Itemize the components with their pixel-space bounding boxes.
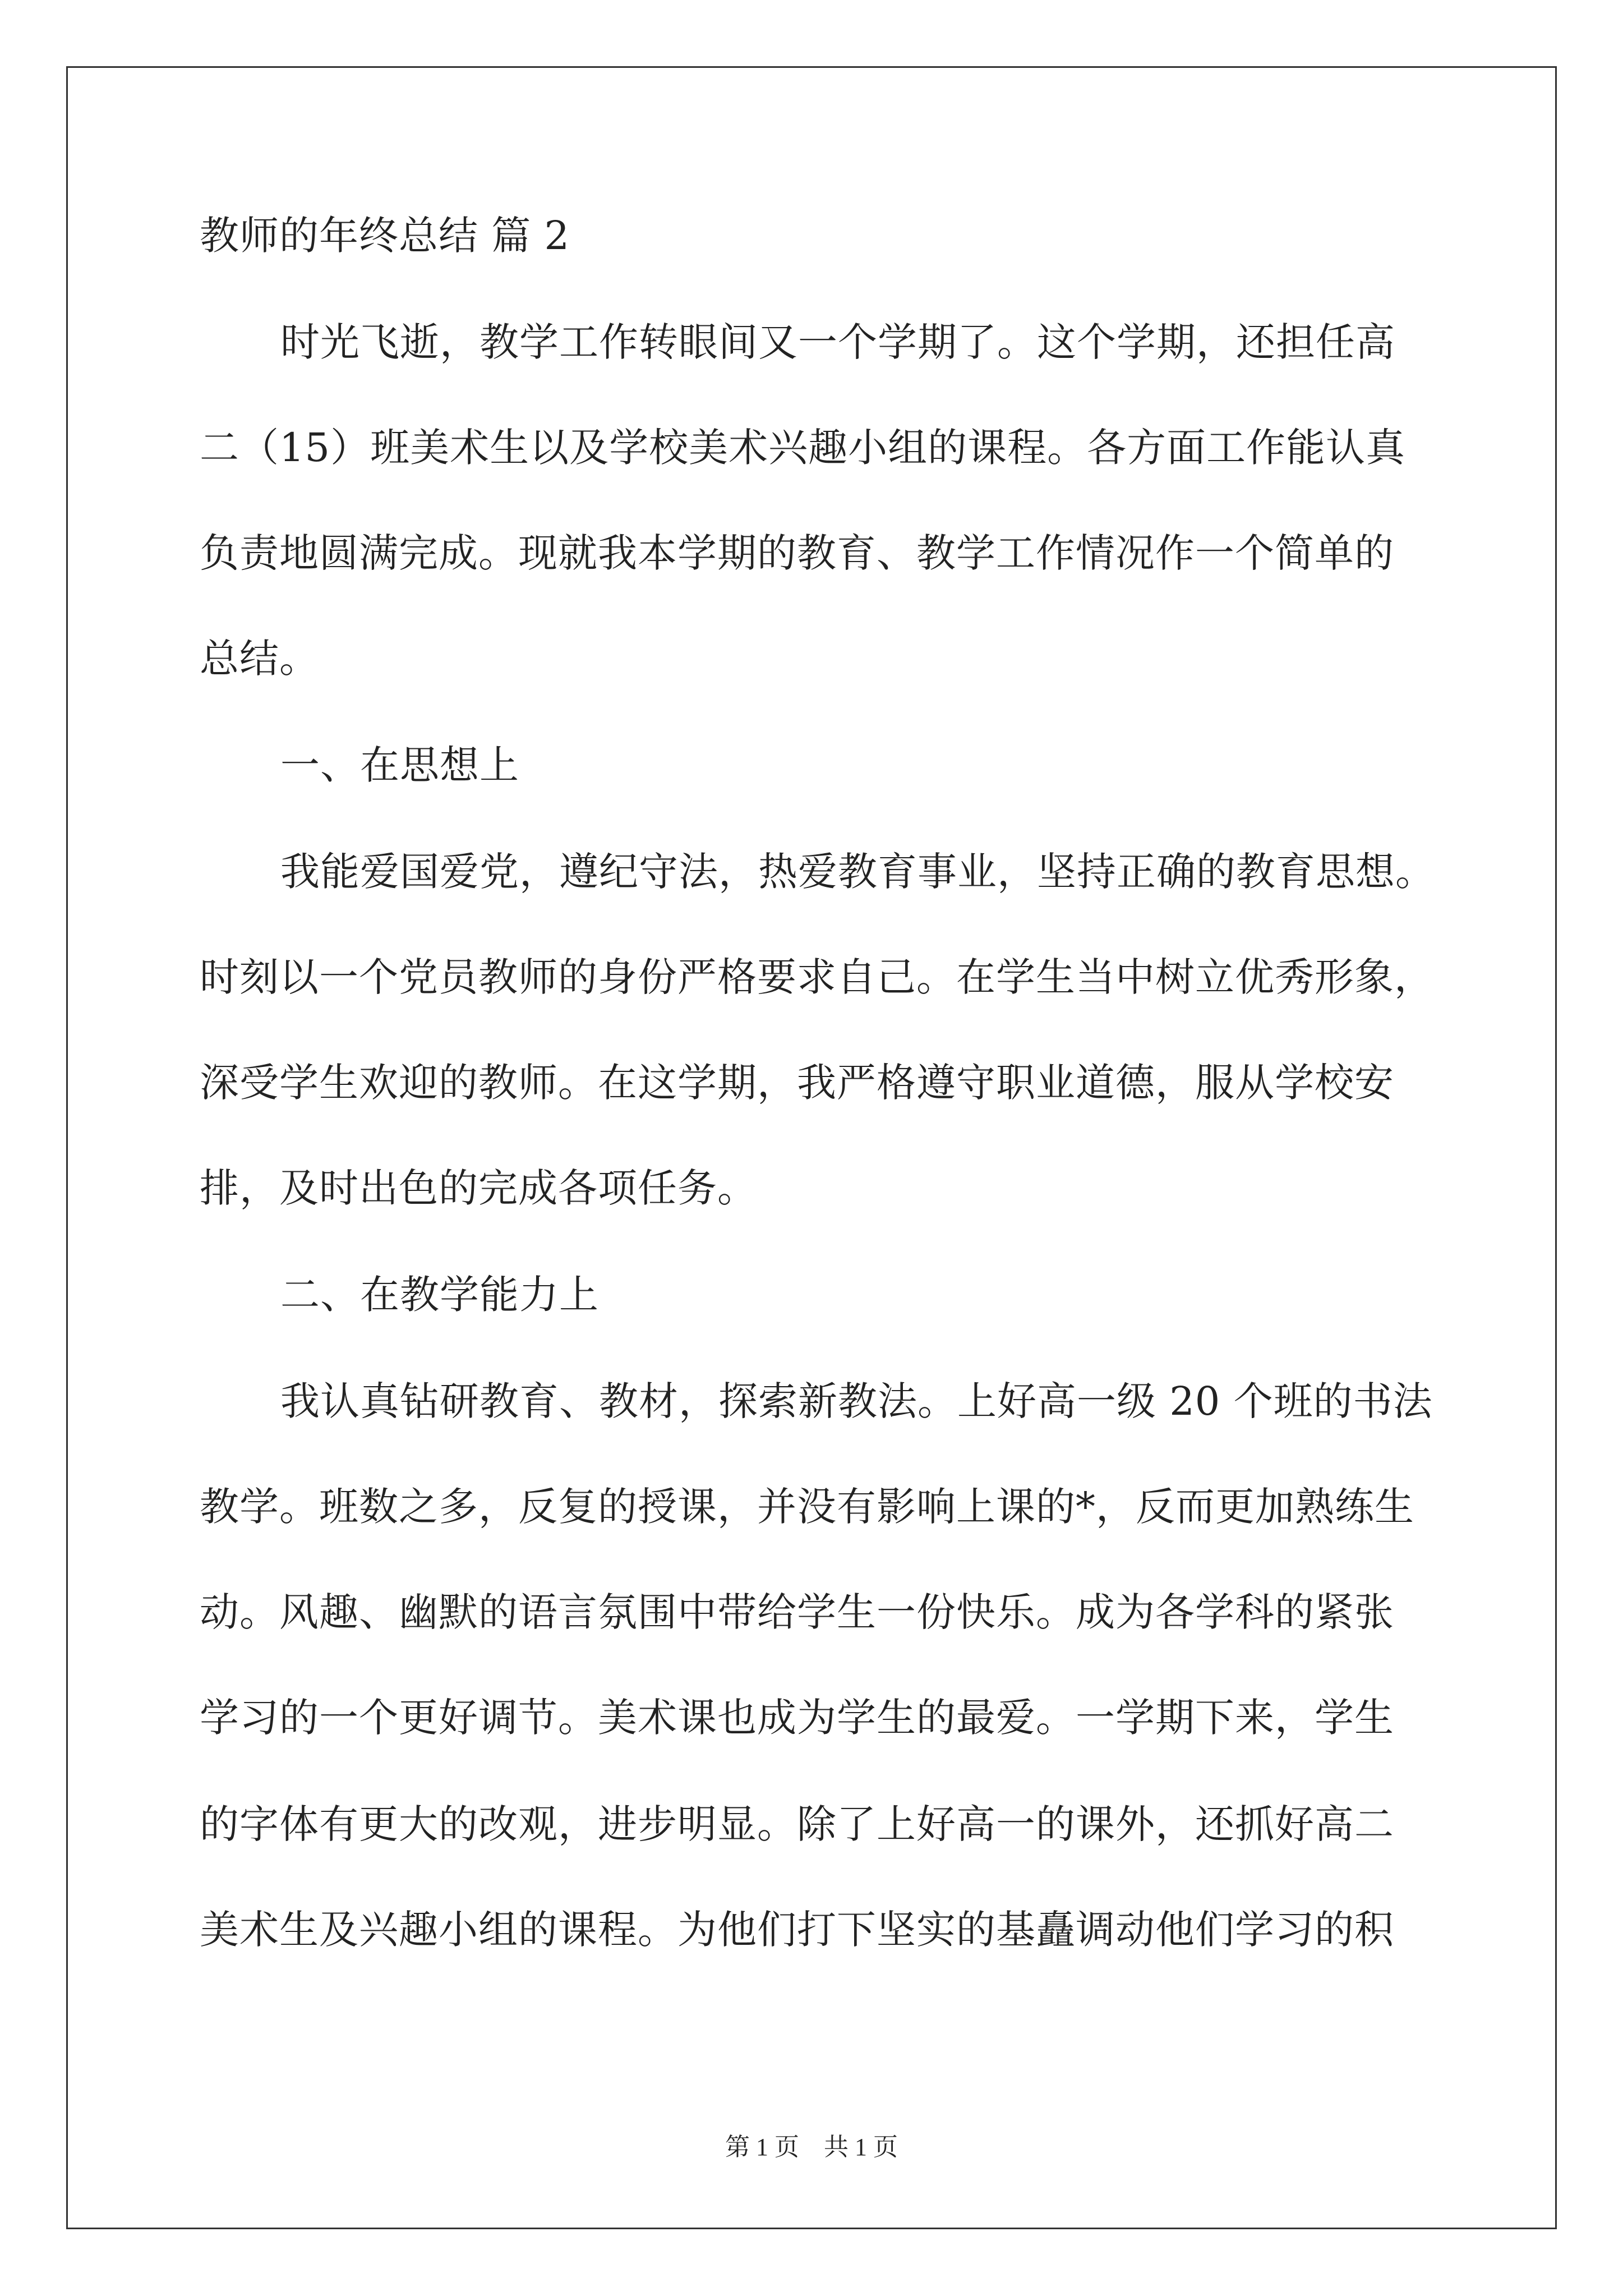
document-title: 教师的年终总结 篇 2 [200,213,570,259]
paragraph-line: 时刻以一个党员教师的身份严格要求自己。在学生当中树立优秀形象， [200,954,1434,1000]
page-footer: 第 1 页 共 1 页 [725,2133,898,2161]
paragraph-line: 深受学生欢迎的教师。在这学期，我严格遵守职业道德，服从学校安 [200,1060,1394,1106]
paragraph-line: 二（15）班美术生以及学校美术兴趣小组的课程。各方面工作能认真 [200,425,1406,471]
paragraph-line: 我能爱国爱党，遵纪守法，热爱教育事业，坚持正确的教育思想。 [280,849,1435,895]
paragraph-line: 学习的一个更好调节。美术课也成为学生的最爱。一学期下来，学生 [200,1695,1394,1741]
paragraph-line: 排，及时出色的完成各项任务。 [200,1165,757,1211]
paragraph-line: 动。风趣、幽默的语言氛围中带给学生一份快乐。成为各学科的紧张 [200,1589,1394,1635]
paragraph-line: 教学。班数之多，反复的授课，并没有影响上课的*，反而更加熟练生 [200,1484,1414,1530]
paragraph-line: 美术生及兴趣小组的课程。为他们打下坚实的基矗调动他们学习的积 [200,1907,1394,1953]
paragraph-line: 总结。 [200,636,319,682]
paragraph-line: 时光飞逝，教学工作转眼间又一个学期了。这个学期，还担任高 [280,319,1395,365]
section-heading: 一、在思想上 [280,742,519,788]
paragraph-line: 的字体有更大的改观，进步明显。除了上好高一的课外，还抓好高二 [200,1801,1394,1847]
section-heading: 二、在教学能力上 [280,1272,599,1318]
paragraph-line: 负责地圆满完成。现就我本学期的教育、教学工作情况作一个简单的 [200,530,1394,576]
paragraph-line: 我认真钻研教育、教材，探索新教法。上好高一级 20 个班的书法 [280,1378,1433,1424]
